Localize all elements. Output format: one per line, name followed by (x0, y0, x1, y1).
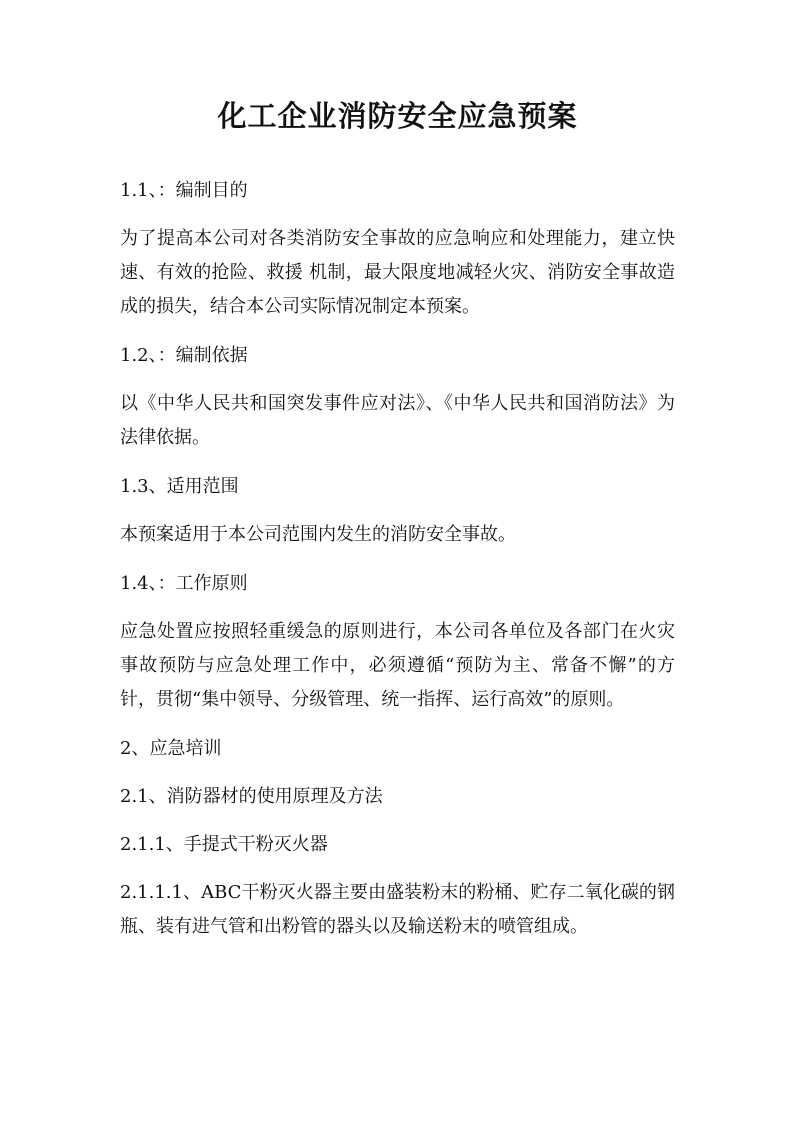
section-heading-1-3: 1.3、适用范围 (120, 476, 239, 497)
section-heading-1-2: 1.2、：编制依据 (120, 345, 248, 366)
paragraph-scope: 本预案适用于本公司范围内发生的消防安全事故。 (120, 524, 516, 545)
document-title: 化工企业消防安全应急预案 (217, 99, 578, 133)
section-heading-2-1-1: 2.1.1、手提式干粉灭火器 (120, 834, 328, 855)
paragraph-principles: 应急处置应按照轻重缓急的原则进行，本公司各单位及各部门在火灾事故预防与应急处理工作中，必须遵循“预防为主、常备不懈”的方针，贯彻“集中领导、分级管理、统一指挥、运行高效”的原则。 (120, 621, 675, 710)
section-heading-2: 2、应急培训 (120, 738, 222, 759)
paragraph-purpose: 为了提高本公司对各类消防安全事故的应急响应和处理能力，建立快速、有效的抢险、救援 机制，最大限度地减轻火灾、消防安全事故造成的损失，结合本公司实际情况制定本预案。 (120, 228, 675, 317)
section-heading-1-1: 1.1、：编制目的 (120, 180, 248, 201)
paragraph-extinguisher: 2.1.1.1、ABC干粉灭火器主要由盛装粉末的粉桶、贮存二氧化碳的钢瓶、装有进气管和出粉管的器头以及输送粉末的喷管组成。 (120, 882, 675, 937)
section-heading-1-4: 1.4、：工作原则 (120, 573, 248, 594)
paragraph-basis: 以《中华人民共和国突发事件应对法》、《中华人民共和国消防法》为法律依据。 (120, 393, 675, 448)
section-heading-2-1: 2.1、消防器材的使用原理及方法 (120, 786, 383, 807)
